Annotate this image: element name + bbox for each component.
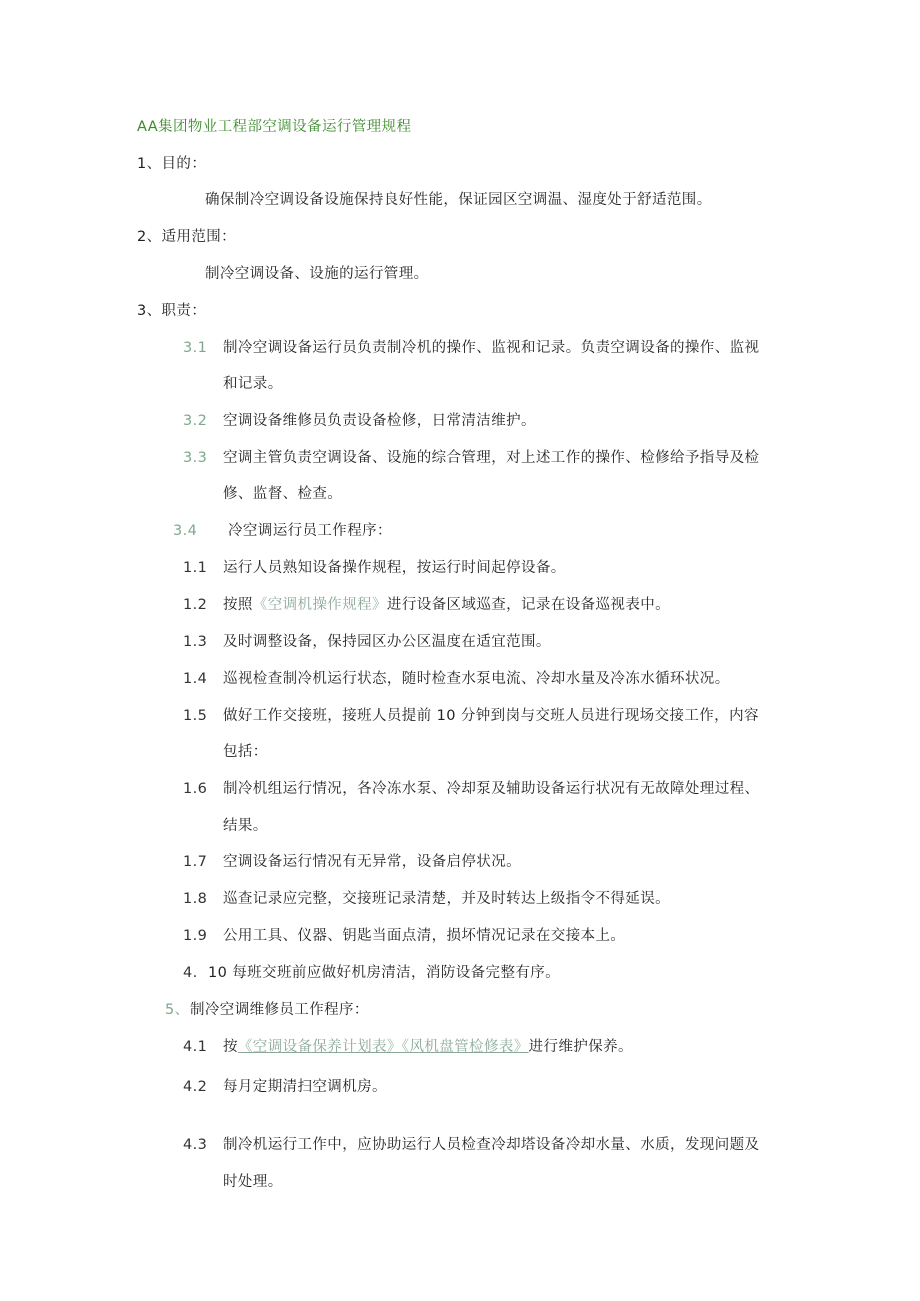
item-4-2-text: 每月定期清扫空调机房。 <box>223 1079 387 1095</box>
proc-1-7-text: 空调设备运行情况有无异常，设备启停状况。 <box>223 854 521 870</box>
procedure-doc-link[interactable]: 《空调机操作规程》 <box>252 597 387 613</box>
proc-1-4-text: 巡视检查制冷机运行状态，随时检查水泵电流、冷却水量及冷冻水循环状况。 <box>223 671 730 687</box>
item-3-3-text: 空调主管负责空调设备、设施的综合管理，对上述工作的操作、检修给予指导及检 <box>223 450 760 466</box>
item-4-3-number: 4.3 <box>183 1137 208 1153</box>
section-2-body: 制冷空调设备、设施的运行管理。 <box>205 266 429 282</box>
item-4-2-number: 4.2 <box>183 1079 208 1095</box>
section-3-heading: 3、职责： <box>137 303 207 319</box>
item-3-2-number: 3.2 <box>183 413 208 429</box>
item-3-3-number: 3.3 <box>183 450 208 466</box>
proc-1-3-number: 1.3 <box>183 634 208 650</box>
proc-1-2-pre: 按照 <box>223 597 253 613</box>
item-3-4-text: 冷空调运行员工作程序： <box>228 523 392 539</box>
item-4-1-number: 4.1 <box>183 1039 208 1055</box>
document-title: AA集团物业工程部空调设备运行管理规程 <box>137 119 412 135</box>
proc-1-4-number: 1.4 <box>183 671 208 687</box>
proc-1-1-number: 1.1 <box>183 560 208 576</box>
item-4-3-text-cont: 时处理。 <box>223 1174 283 1190</box>
proc-1-2-text <box>223 595 670 615</box>
section-2-heading: 2、适用范围： <box>137 229 237 245</box>
item-4-10-number: 4. <box>183 965 198 981</box>
proc-1-9-text: 公用工具、仪器、钥匙当面点清，损坏情况记录在交接本上。 <box>223 928 626 944</box>
proc-1-6-text: 制冷机组运行情况，各冷冻水泵、冷却泵及辅助设备运行状况有无故障处理过程、 <box>223 781 760 797</box>
proc-1-9-number: 1.9 <box>183 928 208 944</box>
section-1-heading: 1、目的： <box>137 156 207 172</box>
section-1-body: 确保制冷空调设备设施保持良好性能，保证园区空调温、湿度处于舒适范围。 <box>205 192 712 208</box>
item-3-1-number: 3.1 <box>183 340 208 356</box>
item-4-1-text <box>223 1037 633 1057</box>
proc-1-2-number: 1.2 <box>183 597 208 613</box>
item-3-1-text-cont: 和记录。 <box>223 376 283 392</box>
proc-1-6-number: 1.6 <box>183 781 208 797</box>
proc-1-2-post: 进行设备区域巡查，记录在设备巡视表中。 <box>386 597 671 613</box>
maintenance-docs-link[interactable]: 《空调设备保养计划表》《风机盘管检修表》 <box>237 1039 529 1055</box>
item-4-3-text: 制冷机运行工作中，应协助运行人员检查冷却塔设备冷却水量、水质，发现问题及 <box>223 1137 760 1153</box>
item-4-1-pre: 按 <box>223 1039 238 1055</box>
proc-1-5-text: 做好工作交接班，接班人员提前 10 分钟到岗与交班人员进行现场交接工作，内容 <box>223 708 759 724</box>
proc-1-6-text-cont: 结果。 <box>223 818 268 834</box>
proc-1-1-text: 运行人员熟知设备操作规程，按运行时间起停设备。 <box>223 560 566 576</box>
proc-1-3-text: 及时调整设备，保持园区办公区温度在适宜范围。 <box>223 634 551 650</box>
proc-1-5-number: 1.5 <box>183 708 208 724</box>
proc-1-8-text: 巡查记录应完整，交接班记录清楚，并及时转达上级指令不得延误。 <box>223 891 670 907</box>
proc-1-8-number: 1.8 <box>183 891 208 907</box>
item-4-10-text: 10 每班交班前应做好机房清洁，消防设备完整有序。 <box>208 965 561 981</box>
item-3-3-text-cont: 修、监督、检查。 <box>223 486 343 502</box>
proc-1-7-number: 1.7 <box>183 854 208 870</box>
section-5-heading: 制冷空调维修员工作程序： <box>190 1002 369 1018</box>
item-3-2-text: 空调设备维修员负责设备检修，日常清洁维护。 <box>223 413 536 429</box>
section-5-number: 5、 <box>165 1002 190 1018</box>
item-3-1-text: 制冷空调设备运行员负责制冷机的操作、监视和记录。负责空调设备的操作、监视 <box>223 340 760 356</box>
item-3-4-number: 3.4 <box>173 523 198 539</box>
item-4-1-post: 进行维护保养。 <box>528 1039 633 1055</box>
proc-1-5-text-cont: 包括： <box>223 744 268 760</box>
